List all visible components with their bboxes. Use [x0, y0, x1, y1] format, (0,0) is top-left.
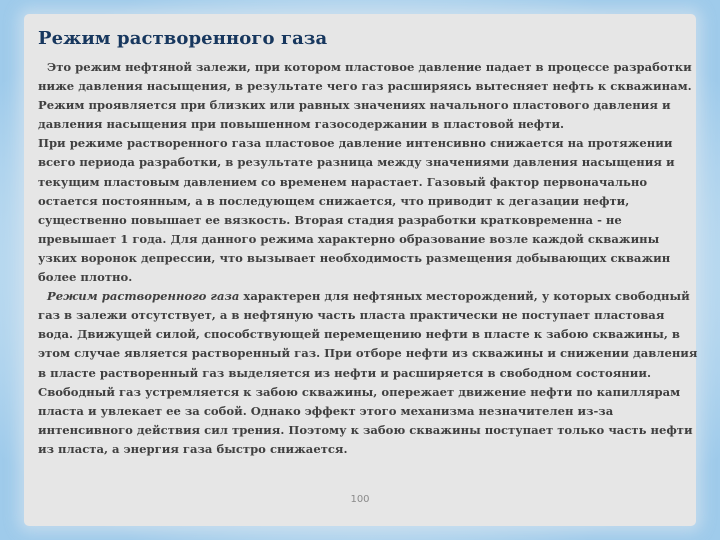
page-number: 100: [350, 494, 370, 505]
mode-name-italic: Режим растворенного газа: [47, 289, 240, 304]
paragraph-mechanism-text: характерен для нефтяных месторождений, у которых свободный газ в залежи отсутствует, а в нефтяную часть пласта практически не поступает пластовая вода. Движущей силой, способствующей перемещению нефти в пласте к забою скважины, в этом случае является растворенный газ. При отборе нефти из скважины и снижении давления в пласте растворенный газ выделяется из нефти и расширяется в свободном состоянии. Свободный газ устремляется к забою скважины, опережает движение нефти по капиллярам пласта и увлекает ее за собой. Однако эффект этого механизма незначителен из-за интенсивного действия сил трения. Поэтому к забою скважины поступает только часть нефти из пласта, а энергия газа быстро снижается.: [38, 289, 698, 456]
paragraph-pressure-decline: При режиме растворенного газа пластовое давление интенсивно снижается на протяжении всего периода разработки, в результате разница между значениями давления насыщения и текущим пластовым давлением со временем нарастает. Газовый фактор первоначально остается постоянным, а в последующем снижается, что приводит к дегазации нефти, существенно повышает ее вязкость. Вторая стадия разработки кратковременна - не превышает 1 года. Для данного режима характерно образование возле каждой скважины узких воронок депрессии, что вызывает необходимость размещения добывающих скважин более плотно.: [38, 136, 675, 285]
paragraph-mechanism: [38, 287, 700, 459]
slide-body-text: [38, 58, 700, 459]
slide-title: Режим растворенного газа: [38, 28, 328, 49]
paragraph-definition: Это режим нефтяной залежи, при котором пластовое давление падает в процессе разработки ниже давления насыщения, в результате чего газ расширяясь вытесняет нефть к скважинам. Режим проявляется при близких или равных значениях начального пластового давления и давления насыщения при повышенном газосодержании в пластовой нефти.: [38, 60, 692, 132]
